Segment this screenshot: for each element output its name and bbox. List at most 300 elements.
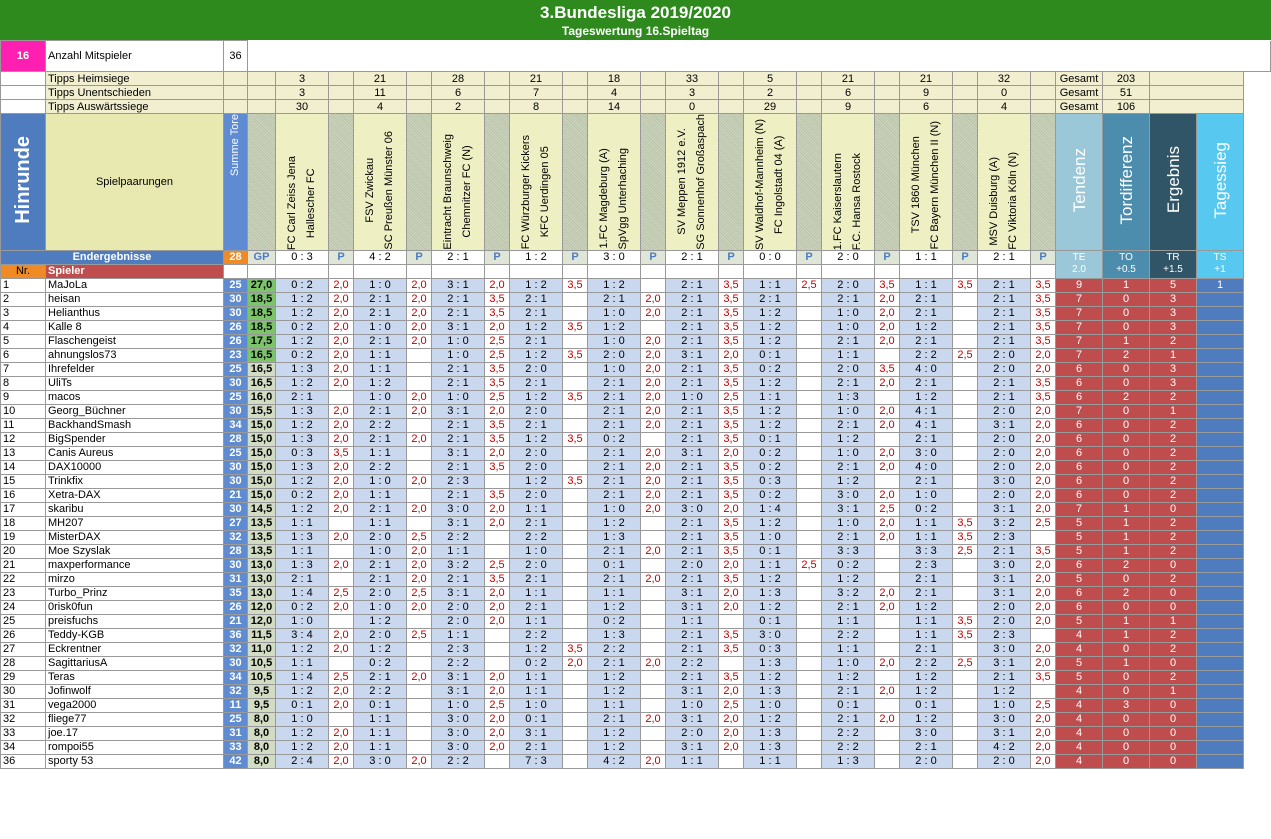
stats-label: Anzahl Mitspieler: [46, 41, 224, 72]
player-tip: 1 : 3: [276, 432, 329, 446]
tip-points: 2,0: [875, 684, 900, 698]
player-tip: 1 : 3: [744, 726, 797, 740]
gp-label: GP: [248, 250, 276, 264]
spielpaarungen-header: Spielpaarungen: [46, 114, 224, 251]
player-tip: 1 : 2: [744, 320, 797, 334]
player-tip: 1 : 1: [354, 516, 407, 530]
player-tr: 2: [1150, 460, 1197, 474]
player-tr: 2: [1150, 334, 1197, 348]
player-tip: 3 : 3: [900, 544, 953, 558]
player-to: 1: [1103, 516, 1150, 530]
scoring-abbr: TR: [1166, 252, 1180, 264]
player-te: 4: [1056, 754, 1103, 768]
tip-count: 8: [510, 100, 563, 114]
tip-points: [563, 516, 588, 530]
player-nr: 24: [1, 600, 46, 614]
table-row: [1, 278, 1271, 292]
tip-count: 5: [744, 72, 797, 86]
player-tip: 2 : 1: [900, 642, 953, 656]
player-tip: 2 : 1: [822, 292, 875, 306]
player-tip: 1 : 1: [588, 586, 641, 600]
tip-points: 2,0: [1031, 558, 1056, 572]
player-to: 0: [1103, 754, 1150, 768]
page-title: 3.Bundesliga 2019/2020: [540, 3, 731, 22]
player-tip: 0 : 1: [276, 698, 329, 712]
player-tip: 2 : 1: [432, 376, 485, 390]
table-row: [1, 348, 1271, 362]
match-header: [744, 114, 797, 251]
player-tip: 2 : 0: [978, 446, 1031, 460]
player-te: 4: [1056, 684, 1103, 698]
player-tip: 2 : 1: [354, 404, 407, 418]
player-tip: 1 : 0: [432, 348, 485, 362]
player-ts: [1197, 418, 1244, 432]
player-tip: 2 : 1: [666, 488, 719, 502]
player-ts: [1197, 754, 1244, 768]
player-tip: 0 : 2: [276, 320, 329, 334]
tip-points: 2,5: [1031, 516, 1056, 530]
tip-points: 2,0: [641, 306, 666, 320]
tip-points: 2,0: [329, 740, 354, 754]
blank-cell: [953, 100, 978, 114]
tip-points: 2,0: [875, 600, 900, 614]
tip-points: [953, 432, 978, 446]
player-name: vega2000: [46, 698, 224, 712]
table-row: [1, 628, 1271, 642]
blank-cell: [407, 72, 432, 86]
points-header: [407, 114, 432, 251]
player-tip: 1 : 0: [354, 474, 407, 488]
tip-points: [953, 334, 978, 348]
player-tip: 1 : 1: [354, 726, 407, 740]
hinrunde-label: Hinrunde: [11, 135, 34, 224]
tip-count: 21: [510, 72, 563, 86]
player-te: 6: [1056, 586, 1103, 600]
player-name: Teras: [46, 670, 224, 684]
player-to: 2: [1103, 558, 1150, 572]
player-tip: 2 : 2: [432, 656, 485, 670]
player-tip: 1 : 0: [354, 600, 407, 614]
player-tip: 2 : 1: [588, 390, 641, 404]
player-tip: 2 : 1: [666, 418, 719, 432]
player-tip: 1 : 0: [822, 516, 875, 530]
player-gp: 16,5: [248, 348, 276, 362]
player-to: 0: [1103, 642, 1150, 656]
player-tip: 2 : 0: [978, 614, 1031, 628]
blank-cell: [953, 72, 978, 86]
tip-points: 3,5: [1031, 544, 1056, 558]
player-tip: 3 : 1: [432, 404, 485, 418]
player-tr: 1: [1150, 348, 1197, 362]
tip-points: 2,0: [407, 320, 432, 334]
tip-points: 2,5: [407, 530, 432, 544]
player-tip: 2 : 1: [432, 418, 485, 432]
player-tip: 1 : 0: [276, 712, 329, 726]
player-tip: 3 : 0: [978, 712, 1031, 726]
player-ts: [1197, 432, 1244, 446]
tip-points: [641, 642, 666, 656]
tip-points: 2,0: [485, 278, 510, 292]
tip-points: [485, 656, 510, 670]
player-tip: 2 : 0: [978, 432, 1031, 446]
player-ts: [1197, 740, 1244, 754]
player-to: 0: [1103, 670, 1150, 684]
player-to: 0: [1103, 446, 1150, 460]
player-tip: 1 : 1: [276, 544, 329, 558]
player-nr: 22: [1, 572, 46, 586]
player-tip: 1 : 1: [822, 348, 875, 362]
tip-points: [563, 614, 588, 628]
player-tip: 0 : 1: [900, 698, 953, 712]
player-tip: 1 : 0: [588, 306, 641, 320]
tip-points: [1031, 684, 1056, 698]
tip-points: [797, 320, 822, 334]
tip-points: 2,0: [329, 474, 354, 488]
player-tip: 2 : 1: [666, 544, 719, 558]
blank-cell: [563, 86, 588, 100]
tip-points: 2,0: [485, 320, 510, 334]
player-gp: 8,0: [248, 712, 276, 726]
tip-points: 2,0: [1031, 586, 1056, 600]
player-name: Flaschengeist: [46, 334, 224, 348]
tip-points: [953, 376, 978, 390]
p-label: P: [563, 250, 588, 264]
blank-cell: [719, 264, 744, 278]
player-gp: 17,5: [248, 334, 276, 348]
player-name: joe.17: [46, 726, 224, 740]
player-tip: 0 : 2: [744, 460, 797, 474]
player-tip: 0 : 2: [354, 656, 407, 670]
tip-points: 2,0: [641, 446, 666, 460]
player-ts: [1197, 670, 1244, 684]
player-te: 7: [1056, 306, 1103, 320]
match-result: 0 : 3: [276, 250, 329, 264]
tip-points: 2,0: [329, 628, 354, 642]
player-tip: 2 : 4: [276, 754, 329, 768]
scoring-abbr-tr: [1150, 250, 1197, 278]
player-nr: 19: [1, 530, 46, 544]
match-header: [588, 114, 641, 251]
player-tip: 1 : 2: [822, 432, 875, 446]
tip-points: 2,0: [485, 712, 510, 726]
player-tip: 1 : 1: [354, 712, 407, 726]
tip-points: 2,0: [485, 600, 510, 614]
tip-points: [797, 418, 822, 432]
p-label: P: [797, 250, 822, 264]
tip-count: 0: [978, 86, 1031, 100]
player-sum: 27: [224, 516, 248, 530]
tip-count: 4: [588, 86, 641, 100]
player-gp: 8,0: [248, 726, 276, 740]
player-tip: 1 : 2: [588, 726, 641, 740]
match-result: 3 : 0: [588, 250, 641, 264]
tip-points: 2,0: [875, 292, 900, 306]
tip-points: 3,5: [563, 278, 588, 292]
player-tip: 2 : 2: [432, 754, 485, 768]
player-tip: 3 : 1: [432, 278, 485, 292]
player-tip: 2 : 1: [666, 572, 719, 586]
player-tr: 0: [1150, 656, 1197, 670]
tip-points: 3,5: [719, 432, 744, 446]
blank-cell: [875, 86, 900, 100]
matchday-number: 16: [1, 41, 46, 72]
player-nr: 9: [1, 390, 46, 404]
tip-points: 2,0: [719, 726, 744, 740]
player-sum: 25: [224, 362, 248, 376]
tip-points: 2,0: [329, 642, 354, 656]
player-nr: 27: [1, 642, 46, 656]
table-row: [1, 614, 1271, 628]
player-gp: 16,5: [248, 376, 276, 390]
player-tip: 2 : 0: [510, 404, 563, 418]
player-ts: [1197, 530, 1244, 544]
tip-points: [797, 432, 822, 446]
player-tip: 2 : 1: [588, 404, 641, 418]
tip-points: [407, 418, 432, 432]
tip-points: [719, 614, 744, 628]
player-sum: 36: [224, 628, 248, 642]
player-gp: 15,0: [248, 460, 276, 474]
tip-points: [563, 586, 588, 600]
tip-count: 9: [900, 86, 953, 100]
player-tr: 1: [1150, 404, 1197, 418]
tip-points: 2,0: [485, 684, 510, 698]
blank-cell: [224, 100, 248, 114]
tip-points: [407, 656, 432, 670]
scoring-abbr: TE: [1072, 252, 1086, 264]
tip-points: 3,5: [875, 362, 900, 376]
tip-points: [797, 502, 822, 516]
player-tip: 2 : 0: [978, 404, 1031, 418]
player-tip: 2 : 1: [510, 334, 563, 348]
player-tip: 1 : 1: [744, 558, 797, 572]
tip-count: 30: [276, 100, 329, 114]
player-tip: 1 : 0: [900, 488, 953, 502]
blank-cell: [641, 264, 666, 278]
table-row: [1, 516, 1271, 530]
blank-cell: [641, 100, 666, 114]
player-tip: 0 : 2: [744, 362, 797, 376]
blank-cell: [900, 264, 953, 278]
player-tip: 1 : 0: [822, 306, 875, 320]
player-gp: 15,0: [248, 432, 276, 446]
table-row: [1, 684, 1271, 698]
tip-points: 2,0: [329, 684, 354, 698]
player-te: 5: [1056, 614, 1103, 628]
player-tip: 2 : 1: [354, 292, 407, 306]
player-tip: 2 : 1: [666, 530, 719, 544]
player-sum: 26: [224, 600, 248, 614]
tip-points: 2,0: [875, 460, 900, 474]
player-tr: 2: [1150, 670, 1197, 684]
player-name: Jofinwolf: [46, 684, 224, 698]
home-team: MSV Duisburg (A): [988, 156, 1000, 246]
table-row: [1, 292, 1271, 306]
tip-points: [797, 474, 822, 488]
player-tip: 1 : 2: [510, 348, 563, 362]
player-tip: 1 : 0: [978, 698, 1031, 712]
player-tip: 2 : 2: [354, 460, 407, 474]
player-sum: 30: [224, 404, 248, 418]
tip-points: 3,5: [485, 432, 510, 446]
player-gp: 9,5: [248, 684, 276, 698]
player-tip: 2 : 1: [354, 670, 407, 684]
tip-points: 2,0: [875, 446, 900, 460]
tip-points: 2,5: [485, 558, 510, 572]
player-tr: 2: [1150, 516, 1197, 530]
match-result: 0 : 0: [744, 250, 797, 264]
tip-points: 2,5: [719, 390, 744, 404]
tip-points: 2,5: [953, 656, 978, 670]
player-tip: 2 : 2: [510, 530, 563, 544]
tip-points: 2,0: [329, 726, 354, 740]
tip-points: [641, 558, 666, 572]
player-tip: 3 : 1: [666, 600, 719, 614]
player-tip: 1 : 2: [276, 334, 329, 348]
player-ts: [1197, 712, 1244, 726]
tip-points: [797, 698, 822, 712]
player-gp: 11,0: [248, 642, 276, 656]
player-tip: 1 : 2: [588, 600, 641, 614]
player-tip: 2 : 1: [432, 432, 485, 446]
blank-cell: [641, 72, 666, 86]
player-tip: 2 : 1: [510, 516, 563, 530]
tip-count: 7: [510, 86, 563, 100]
tip-points: [953, 418, 978, 432]
player-tip: 1 : 2: [354, 614, 407, 628]
blank-cell: [329, 86, 354, 100]
player-tip: 1 : 0: [666, 698, 719, 712]
tip-points: 3,5: [719, 404, 744, 418]
tip-points: [641, 614, 666, 628]
tip-points: 2,0: [1031, 446, 1056, 460]
tip-points: 2,0: [719, 740, 744, 754]
player-tip: 0 : 2: [588, 432, 641, 446]
away-team: F.C. Hansa Rostock: [851, 152, 863, 250]
player-tip: 2 : 0: [822, 362, 875, 376]
player-tip: 1 : 0: [822, 320, 875, 334]
player-tip: 2 : 0: [978, 362, 1031, 376]
player-tip: 2 : 3: [432, 474, 485, 488]
player-tip: 1 : 2: [588, 278, 641, 292]
away-team: KFC Uerdingen 05: [539, 147, 551, 239]
player-to: 0: [1103, 684, 1150, 698]
tip-points: [563, 740, 588, 754]
player-tip: 1 : 2: [900, 390, 953, 404]
tip-points: [875, 698, 900, 712]
player-tip: 3 : 1: [432, 684, 485, 698]
player-tip: 3 : 2: [432, 558, 485, 572]
scoring-header-ts: [1197, 114, 1244, 251]
player-ts: [1197, 642, 1244, 656]
player-tr: 3: [1150, 292, 1197, 306]
player-tip: 2 : 1: [900, 474, 953, 488]
player-to: 2: [1103, 390, 1150, 404]
player-tip: 2 : 1: [900, 572, 953, 586]
player-tip: 1 : 0: [744, 698, 797, 712]
tip-points: 2,5: [407, 586, 432, 600]
points-header: [1031, 114, 1056, 251]
player-tip: 2 : 1: [978, 306, 1031, 320]
player-tip: 3 : 0: [744, 628, 797, 642]
player-ts: [1197, 684, 1244, 698]
blank-cell: [224, 72, 248, 86]
player-tip: 2 : 2: [588, 642, 641, 656]
player-tip: 1 : 2: [744, 516, 797, 530]
tip-points: [797, 334, 822, 348]
player-tip: 2 : 1: [588, 544, 641, 558]
points-header: [953, 114, 978, 251]
tip-points: 2,0: [875, 418, 900, 432]
tip-points: [797, 740, 822, 754]
player-tip: 2 : 1: [666, 404, 719, 418]
player-tip: 1 : 3: [588, 530, 641, 544]
player-tr: 0: [1150, 698, 1197, 712]
player-ts: [1197, 348, 1244, 362]
player-tip: 1 : 2: [744, 712, 797, 726]
player-nr: 25: [1, 614, 46, 628]
home-team: Eintracht Braunschweig: [442, 134, 454, 250]
tip-points: 3,5: [719, 376, 744, 390]
blank-cell: [248, 264, 276, 278]
player-tip: 4 : 0: [900, 460, 953, 474]
tip-points: [563, 488, 588, 502]
tip-points: 2,0: [407, 474, 432, 488]
player-nr: 3: [1, 306, 46, 320]
player-name: Helianthus: [46, 306, 224, 320]
blank-cell: [953, 86, 978, 100]
player-sum: 31: [224, 572, 248, 586]
tip-count: 28: [432, 72, 485, 86]
tip-count: 29: [744, 100, 797, 114]
player-tip: 0 : 2: [822, 558, 875, 572]
player-sum: 28: [224, 432, 248, 446]
tip-points: [797, 726, 822, 740]
tip-points: [407, 712, 432, 726]
player-name: rompoi55: [46, 740, 224, 754]
player-tip: 3 : 3: [822, 544, 875, 558]
tip-points: 2,0: [329, 432, 354, 446]
player-ts: [1197, 306, 1244, 320]
player-te: 5: [1056, 544, 1103, 558]
tip-points: [953, 726, 978, 740]
player-tip: 3 : 1: [666, 586, 719, 600]
player-tip: 2 : 1: [666, 642, 719, 656]
tip-points: 3,5: [719, 572, 744, 586]
player-tip: 1 : 2: [354, 642, 407, 656]
player-sum: 30: [224, 376, 248, 390]
player-ts: [1197, 656, 1244, 670]
tip-points: [329, 614, 354, 628]
player-tip: 2 : 2: [510, 628, 563, 642]
player-tip: 2 : 1: [588, 292, 641, 306]
blank-cell: [276, 264, 329, 278]
tip-points: 2,0: [485, 516, 510, 530]
player-tip: 1 : 1: [666, 754, 719, 768]
tip-points: 3,5: [719, 334, 744, 348]
scoring-header-tr: [1150, 114, 1197, 251]
tip-points: [563, 502, 588, 516]
player-tip: 2 : 1: [588, 446, 641, 460]
player-tip: 1 : 4: [276, 670, 329, 684]
tip-points: [485, 530, 510, 544]
player-tip: 1 : 2: [510, 320, 563, 334]
player-tip: 1 : 0: [822, 656, 875, 670]
tip-points: [563, 446, 588, 460]
tip-points: 2,0: [719, 586, 744, 600]
player-tip: 2 : 0: [978, 488, 1031, 502]
player-sum: 30: [224, 558, 248, 572]
